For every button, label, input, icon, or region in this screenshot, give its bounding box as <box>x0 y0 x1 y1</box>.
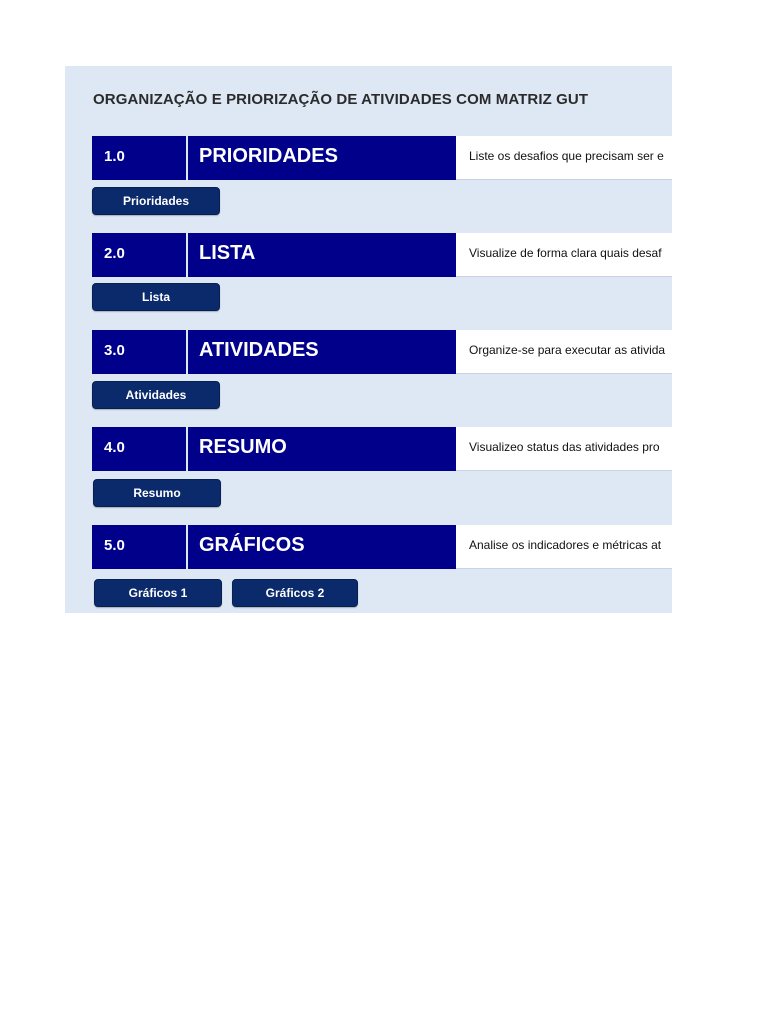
section-title: LISTA <box>187 233 456 277</box>
resumo-button[interactable]: Resumo <box>93 479 221 507</box>
section-prioridades <box>92 136 672 180</box>
section-number: 4.0 <box>92 427 186 471</box>
prioridades-button[interactable]: Prioridades <box>92 187 220 215</box>
section-number: 1.0 <box>92 136 186 180</box>
section-title: PRIORIDADES <box>187 136 456 180</box>
section-title: RESUMO <box>187 427 456 471</box>
section-number: 3.0 <box>92 330 186 374</box>
lista-button[interactable]: Lista <box>92 283 220 311</box>
graficos-1-button[interactable]: Gráficos 1 <box>94 579 222 607</box>
section-description: Liste os desafios que precisam ser e <box>456 136 672 180</box>
section-description: Visualizeo status das atividades pro <box>456 427 672 471</box>
section-resumo <box>92 427 672 471</box>
section-graficos <box>92 525 672 569</box>
section-lista <box>92 233 672 277</box>
graficos-2-button[interactable]: Gráficos 2 <box>232 579 358 607</box>
section-title: ATIVIDADES <box>187 330 456 374</box>
section-description: Organize-se para executar as ativida <box>456 330 672 374</box>
section-atividades <box>92 330 672 374</box>
atividades-button[interactable]: Atividades <box>92 381 220 409</box>
section-description: Analise os indicadores e métricas at <box>456 525 672 569</box>
page-title: ORGANIZAÇÃO E PRIORIZAÇÃO DE ATIVIDADES COM MATRIZ GUT <box>93 91 589 108</box>
section-number: 2.0 <box>92 233 186 277</box>
section-description: Visualize de forma clara quais desaf <box>456 233 672 277</box>
section-number: 5.0 <box>92 525 186 569</box>
section-title: GRÁFICOS <box>187 525 456 569</box>
gut-matrix-panel <box>65 66 672 613</box>
